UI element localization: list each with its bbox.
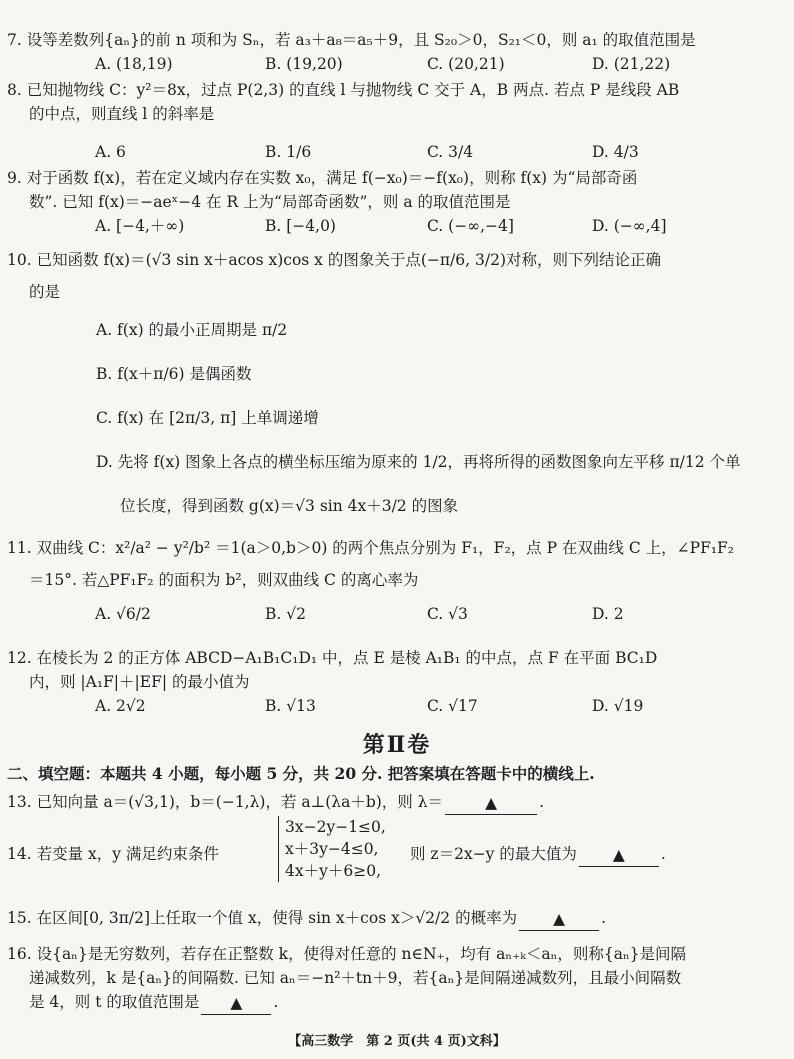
question-14-tail — [410, 842, 790, 867]
question-15 — [7, 906, 782, 931]
question-11 — [7, 536, 782, 628]
option-b: B. √13 — [265, 697, 316, 715]
question-16-end: . — [273, 993, 279, 1011]
question-14-text: 14. 若变量 x，y 满足约束条件 — [7, 845, 219, 863]
question-9 — [7, 166, 782, 240]
question-12 — [7, 646, 782, 720]
question-11-options — [7, 602, 782, 628]
option-c: C. (−∞,−4] — [427, 217, 514, 235]
question-13-end: . — [539, 793, 544, 811]
question-16-line-3-text: 是 4，则 t 的取值范围是 — [29, 993, 200, 1011]
page-footer: 【高三数学 第 2 页(共 4 页)文科】 — [288, 1034, 506, 1049]
answer-blank — [579, 842, 659, 867]
question-11-line-2: ＝15°. 若△PF₁F₂ 的面积为 b²，则双曲线 C 的离心率为 — [29, 571, 419, 589]
question-13-text: 13. 已知向量 a＝(√3,1)，b＝(−1,λ)，若 a⊥(λa＋b)，则 λ＝ — [7, 793, 444, 811]
question-16-line-2: 递减数列，k 是{aₙ}的间隔数. 已知 aₙ＝−n²＋tn＋9，若{aₙ}是间隔递减数列，且最小间隔数 — [29, 969, 682, 987]
question-7-options — [7, 52, 782, 78]
fill-in-heading: 二、填空题：本题共 4 小题，每小题 5 分，共 20 分. 把答案填在答题卡中的横线上. — [7, 764, 595, 783]
question-15-end: . — [601, 909, 607, 927]
question-14-end: . — [660, 845, 666, 863]
constraint-3: 4x＋y＋6≥0, — [285, 862, 381, 880]
question-9-line-2: 数”. 已知 f(x)＝−aeˣ−4 在 R 上为“局部奇函数”，则 a 的取值范围是 — [29, 193, 511, 211]
constraint-2: x＋3y−4≤0, — [285, 840, 379, 858]
answer-blank — [519, 906, 599, 931]
constraint-system — [278, 816, 386, 882]
option-d: D. (−∞,4] — [592, 217, 667, 235]
option-c: C. 3/4 — [427, 143, 474, 161]
option-b: B. (19,20) — [265, 55, 343, 73]
question-7-text: 7. 设等差数列{aₙ}的前 n 项和为 Sₙ，若 a₃＋a₈＝a₅＋9，且 S₂₀＞0，S₂₁＜0，则 a₁ 的取值范围是 — [7, 31, 696, 49]
question-8-line-1: 8. 已知抛物线 C：y²＝8x，过点 P(2,3) 的直线 l 与抛物线 C 交于 A，B 两点. 若点 P 是线段 AB — [7, 81, 680, 99]
option-a: A. (18,19) — [95, 55, 173, 73]
answer-blank — [445, 790, 537, 815]
question-12-line-1: 12. 在棱长为 2 的正方体 ABCD−A₁B₁C₁D₁ 中，点 E 是棱 A₁B₁ 的中点，点 F 在平面 BC₁D — [7, 649, 658, 667]
question-16 — [7, 942, 782, 1015]
option-b: B. 1/6 — [265, 143, 312, 161]
section-title: 第Ⅱ卷 — [362, 732, 432, 758]
option-d: D. 4/3 — [592, 143, 639, 161]
option-a: A. √6/2 — [95, 605, 151, 623]
question-12-options — [7, 694, 782, 720]
triangle-icon: ▲ — [553, 910, 566, 928]
option-c: C. (20,21) — [427, 55, 505, 73]
question-10 — [7, 248, 782, 304]
option-b: B. [−4,0) — [265, 217, 336, 235]
question-13 — [7, 790, 782, 815]
question-8-options — [7, 140, 782, 166]
question-10-line-2: 的是 — [29, 283, 61, 301]
option-c: C. √17 — [427, 697, 478, 715]
question-16-line-1: 16. 设{aₙ}是无穷数列，若存在正整数 k，使得对任意的 n∈N₊，均有 aₙ₊ₖ＜aₙ，则称{aₙ}是间隔 — [7, 945, 687, 963]
answer-blank — [201, 990, 271, 1015]
question-7 — [7, 28, 782, 78]
option-b: B. √2 — [265, 605, 306, 623]
constraint-1: 3x−2y−1≤0, — [285, 818, 386, 836]
question-8-line-2: 的中点，则直线 l 的斜率是 — [29, 105, 215, 123]
question-12-line-2: 内，则 |A₁F|＋|EF| 的最小值为 — [29, 673, 250, 691]
option-d: D. (21,22) — [592, 55, 671, 73]
question-10-option-d-line-2: 位长度，得到函数 g(x)＝√3 sin 4x＋3/2 的图象 — [120, 497, 459, 515]
question-16-line-3 — [7, 990, 782, 1015]
option-d: D. √19 — [592, 697, 644, 715]
question-15-text: 15. 在区间[0, 3π/2]上任取一个值 x，使得 sin x＋cos x＞√2/2 的概率为 — [7, 909, 518, 927]
question-9-options — [7, 214, 782, 240]
question-8 — [7, 78, 782, 166]
question-10-option-d-line-1: D. 先将 f(x) 图象上各点的横坐标压缩为原来的 1/2，再将所得的函数图象向左平移 π/12 个单 — [96, 453, 741, 471]
question-11-line-1: 11. 双曲线 C：x²/a² − y²/b² ＝1(a＞0,b＞0) 的两个焦点分别为 F₁，F₂，点 P 在双曲线 C 上，∠PF₁F₂ — [7, 539, 735, 557]
question-10-option-b: B. f(x＋π/6) 是偶函数 — [96, 365, 252, 383]
question-10-option-c: C. f(x) 在 [2π/3, π] 上单调递增 — [96, 409, 319, 427]
option-a: A. 2√2 — [95, 697, 146, 715]
option-a: A. 6 — [95, 143, 126, 161]
question-10-line-1: 10. 已知函数 f(x)＝(√3 sin x＋acos x)cos x 的图象关于点(−π/6, 3/2)对称，则下列结论正确 — [7, 251, 661, 269]
triangle-icon: ▲ — [230, 994, 243, 1012]
triangle-icon: ▲ — [485, 794, 498, 812]
triangle-icon: ▲ — [612, 846, 625, 864]
question-10-option-a: A. f(x) 的最小正周期是 π/2 — [96, 321, 288, 339]
option-c: C. √3 — [427, 605, 468, 623]
question-14-objective: 则 z＝2x−y 的最大值为 — [410, 845, 577, 863]
option-a: A. [−4,＋∞) — [95, 217, 185, 235]
question-9-line-1: 9. 对于函数 f(x)，若在定义域内存在实数 x₀，满足 f(−x₀)＝−f(x₀)，则称 f(x) 为“局部奇函 — [7, 169, 638, 187]
option-d: D. 2 — [592, 605, 624, 623]
